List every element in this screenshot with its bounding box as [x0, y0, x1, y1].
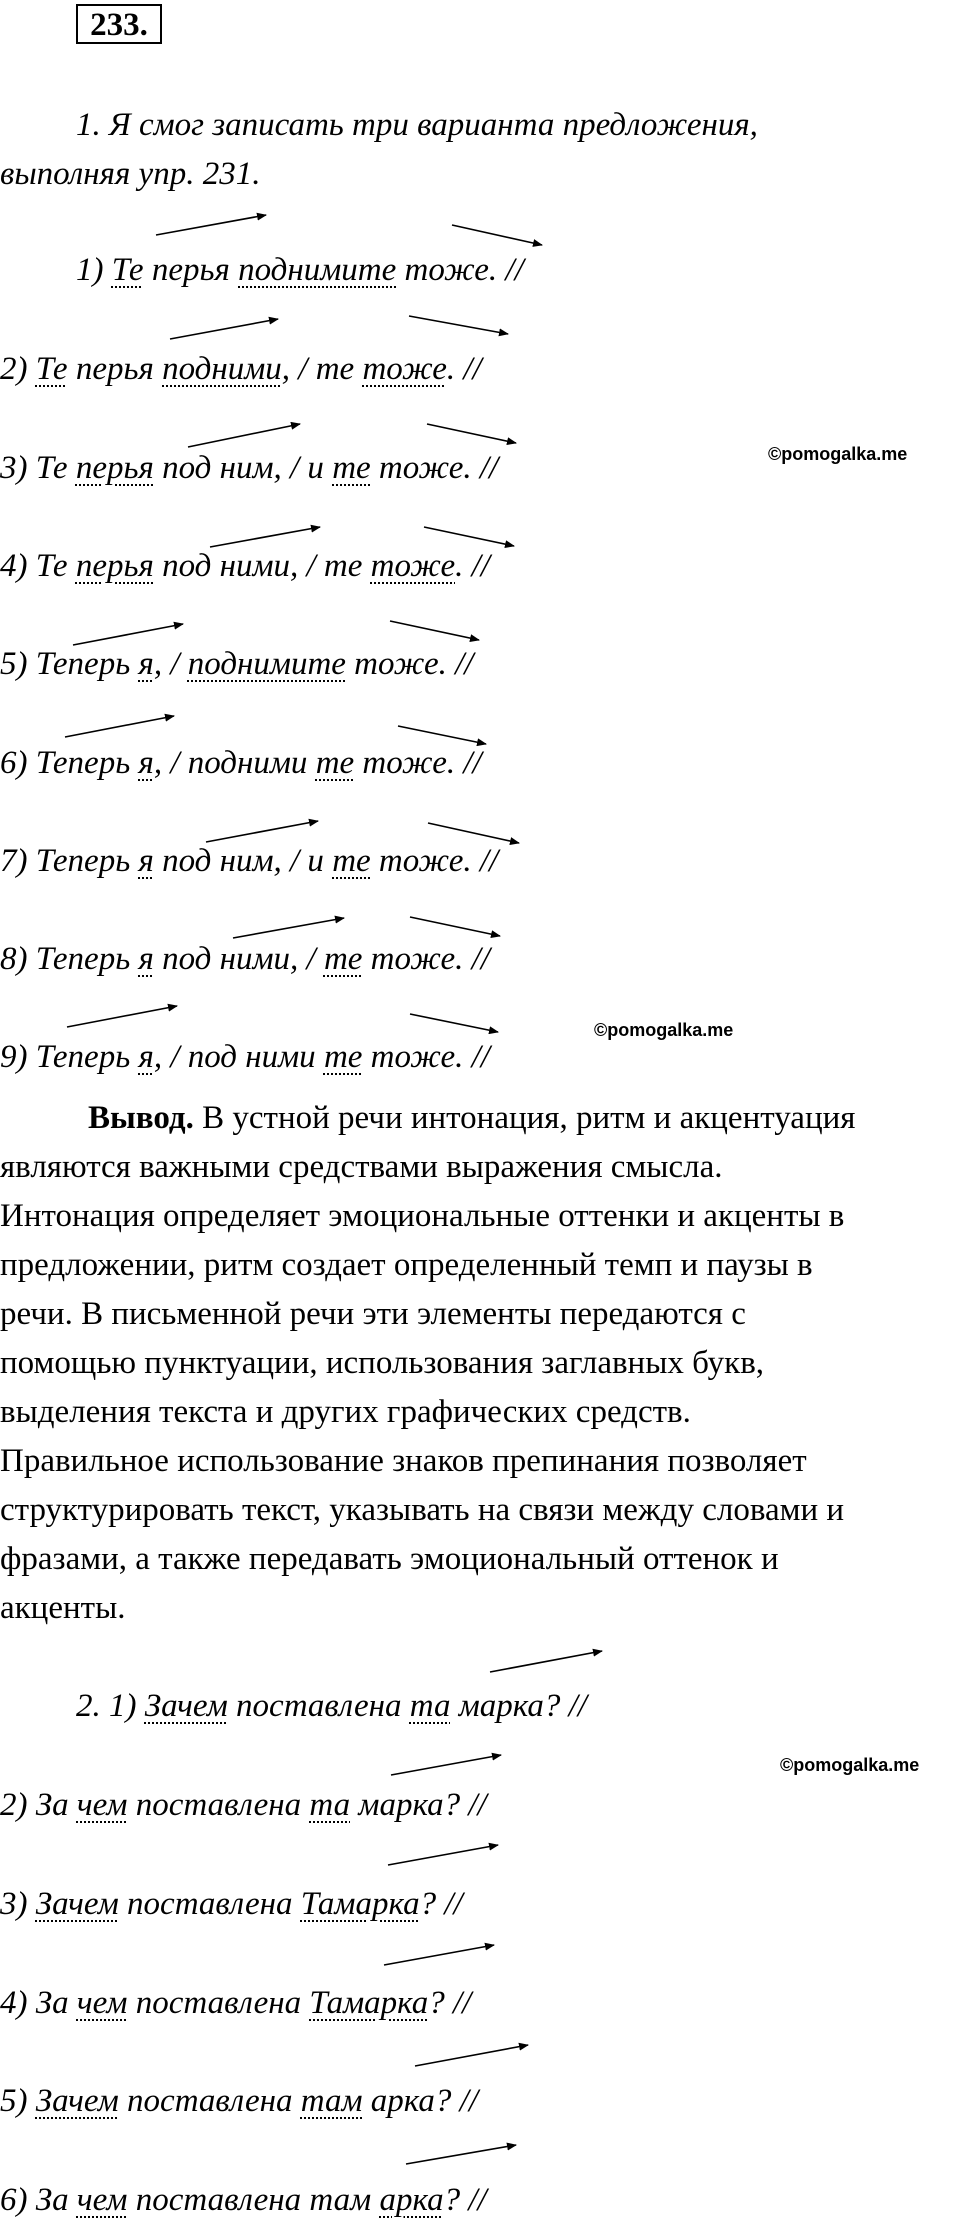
watermark: ©pomogalka.me	[768, 444, 908, 464]
sentence-number: 9)	[0, 1039, 28, 1075]
sentence-text: . //	[446, 351, 482, 387]
intro-line-2: выполняя упр. 231.	[0, 156, 261, 192]
underlined-word: я	[138, 941, 154, 977]
intonation-arrow	[388, 1845, 498, 1865]
underlined-word: та	[309, 1787, 351, 1823]
sentence-number: 2. 1)	[76, 1688, 137, 1724]
underlined-word: я	[138, 843, 154, 879]
conclusion-line: структурировать текст, указывать на связи между словами и	[0, 1492, 845, 1528]
underlined-word: я	[138, 745, 154, 781]
intonation-arrow	[170, 319, 278, 339]
conclusion-line: помощью пунктуации, использования заглавных букв,	[0, 1345, 765, 1381]
underlined-word: Те	[35, 351, 68, 387]
intonation-arrow	[384, 1945, 494, 1965]
underlined-word: чем	[76, 1787, 128, 1823]
sentence-number: 7)	[0, 843, 28, 879]
underlined-word: Тамарка	[309, 1985, 429, 2021]
intonation-arrow	[398, 726, 486, 744]
sentence-number: 1)	[76, 252, 104, 288]
sentence-text: под ним, / и	[153, 843, 333, 879]
conclusion-lead: Вывод.	[88, 1100, 194, 1136]
sentence-text: поставлена	[127, 1787, 310, 1823]
sentence-text: За	[35, 2182, 77, 2218]
intonation-arrow	[406, 2145, 516, 2164]
underlined-word: Тамарка	[300, 1886, 420, 1922]
sentence-number: 2)	[0, 1787, 28, 1823]
intonation-arrow	[210, 527, 320, 547]
intonation-arrow	[188, 424, 300, 447]
conclusion-line: акценты.	[0, 1590, 126, 1626]
intonation-arrow	[410, 1014, 498, 1032]
conclusion-line: речи. В письменной речи эти элементы передаются с	[0, 1296, 746, 1332]
sentence-text: под ними, / те	[153, 548, 371, 584]
sentence-text: ? //	[419, 1886, 463, 1922]
watermark: ©pomogalka.me	[594, 1020, 734, 1040]
intonation-arrow	[391, 1755, 501, 1775]
sentence-text: Теперь	[35, 941, 139, 977]
intonation-arrow	[390, 621, 479, 640]
intonation-arrow	[490, 1651, 602, 1672]
intonation-arrow	[452, 225, 542, 245]
sentence-number: 4)	[0, 1985, 28, 2021]
sentence-text: поставлена	[127, 1985, 310, 2021]
underlined-word: перья	[75, 450, 154, 486]
sentence-number: 6)	[0, 745, 28, 781]
sentence-text: . //	[455, 548, 490, 584]
exercise-number: 233.	[76, 4, 162, 44]
sentence-text: Теперь	[35, 843, 139, 879]
underlined-word: я	[138, 1039, 154, 1075]
sentence-text: ? //	[443, 2182, 487, 2218]
sentence-number: 6)	[0, 2182, 28, 2218]
underlined-word: та	[409, 1688, 451, 1724]
underlined-word: чем	[76, 1985, 128, 2021]
sentence-text: марка? //	[350, 1787, 487, 1823]
sentence-text: арка? //	[362, 2083, 478, 2119]
sentence-text: тоже. //	[396, 252, 524, 288]
underlined-word: поднимите	[187, 646, 346, 682]
intonation-arrow	[65, 716, 174, 737]
sentence-text: тоже. //	[354, 745, 482, 781]
sentence-text: поставлена	[118, 1886, 301, 1922]
conclusion-line: предложении, ритм создает определенный темп и паузы в	[0, 1247, 813, 1283]
sentence-text: Теперь	[35, 1039, 139, 1075]
sentence-number: 5)	[0, 2083, 28, 2119]
underlined-word: поднимите	[238, 252, 397, 288]
intonation-arrow	[67, 1006, 177, 1027]
underlined-word: тоже	[370, 548, 456, 584]
sentence-text: тоже. //	[362, 941, 490, 977]
sentence-text: под ним, / и	[153, 450, 333, 486]
underlined-word: там	[300, 2083, 363, 2119]
sentence-text: , /	[153, 646, 188, 682]
sentence-text: перья	[143, 252, 239, 288]
sentence-number: 2)	[0, 351, 28, 387]
conclusion-line: выделения текста и других графических средств.	[0, 1394, 691, 1430]
sentence-text: тоже. //	[370, 843, 499, 879]
sentence-text: ? //	[428, 1985, 472, 2021]
underlined-word: те	[332, 843, 371, 879]
intonation-arrow	[424, 527, 514, 546]
sentence-text: , / те	[281, 351, 363, 387]
sentence-text: Те	[35, 450, 76, 486]
intonation-arrow	[156, 215, 266, 235]
intonation-arrow	[410, 917, 500, 936]
underlined-word: арка	[379, 2182, 444, 2218]
sentence-number: 3)	[0, 450, 28, 486]
underlined-word: я	[138, 646, 154, 682]
intonation-arrow	[233, 918, 344, 938]
sentence-text: За	[35, 1787, 77, 1823]
sentence-text: тоже. //	[362, 1039, 490, 1075]
intonation-arrow	[427, 424, 516, 443]
underlined-word: Зачем	[35, 2083, 119, 2119]
underlined-word: Те	[111, 252, 144, 288]
underlined-word: те	[315, 745, 355, 781]
conclusion-line: В устной речи интонация, ритм и акцентуация	[193, 1100, 856, 1136]
sentence-text: , / подними	[153, 745, 316, 781]
intonation-arrow	[415, 2045, 528, 2066]
intonation-arrow	[206, 821, 318, 842]
conclusion-line: Правильное использование знаков препинания позволяет	[0, 1443, 807, 1479]
intonation-arrow	[73, 624, 183, 645]
sentence-number: 5)	[0, 646, 28, 682]
sentence-text: перья	[67, 351, 163, 387]
underlined-word: те	[323, 941, 363, 977]
sentence-text: поставлена	[118, 2083, 301, 2119]
sentence-text: Те	[35, 548, 76, 584]
sentence-text: Теперь	[35, 745, 139, 781]
sentence-text: поставлена	[227, 1688, 410, 1724]
sentence-text: поставлена там	[127, 2182, 380, 2218]
watermark: ©pomogalka.me	[780, 1755, 920, 1775]
intonation-arrow	[409, 316, 508, 334]
underlined-word: те	[323, 1039, 363, 1075]
conclusion-line: являются важными средствами выражения смысла.	[0, 1149, 723, 1185]
sentence-number: 3)	[0, 1886, 28, 1922]
underlined-word: перья	[75, 548, 154, 584]
sentence-text: под ними, /	[153, 941, 324, 977]
intro-line-1: 1. Я смог записать три варианта предложения,	[76, 107, 758, 143]
underlined-word: тоже	[362, 351, 447, 387]
sentence-text: марка? //	[450, 1688, 587, 1724]
underlined-word: чем	[76, 2182, 128, 2218]
sentence-text: , / под ними	[153, 1039, 324, 1075]
underlined-word: подними	[162, 351, 282, 387]
sentence-number: 8)	[0, 941, 28, 977]
sentence-number: 4)	[0, 548, 28, 584]
conclusion-line: Интонация определяет эмоциональные оттенки и акценты в	[0, 1198, 845, 1234]
sentence-text: тоже. //	[345, 646, 474, 682]
conclusion-line: фразами, а также передавать эмоциональный оттенок и	[0, 1541, 779, 1577]
underlined-word: Зачем	[35, 1886, 119, 1922]
intonation-arrow	[428, 823, 519, 843]
sentence-text: Теперь	[35, 646, 139, 682]
sentence-text: За	[35, 1985, 77, 2021]
sentence-text: тоже. //	[370, 450, 499, 486]
underlined-word: Зачем	[144, 1688, 228, 1724]
underlined-word: те	[332, 450, 371, 486]
